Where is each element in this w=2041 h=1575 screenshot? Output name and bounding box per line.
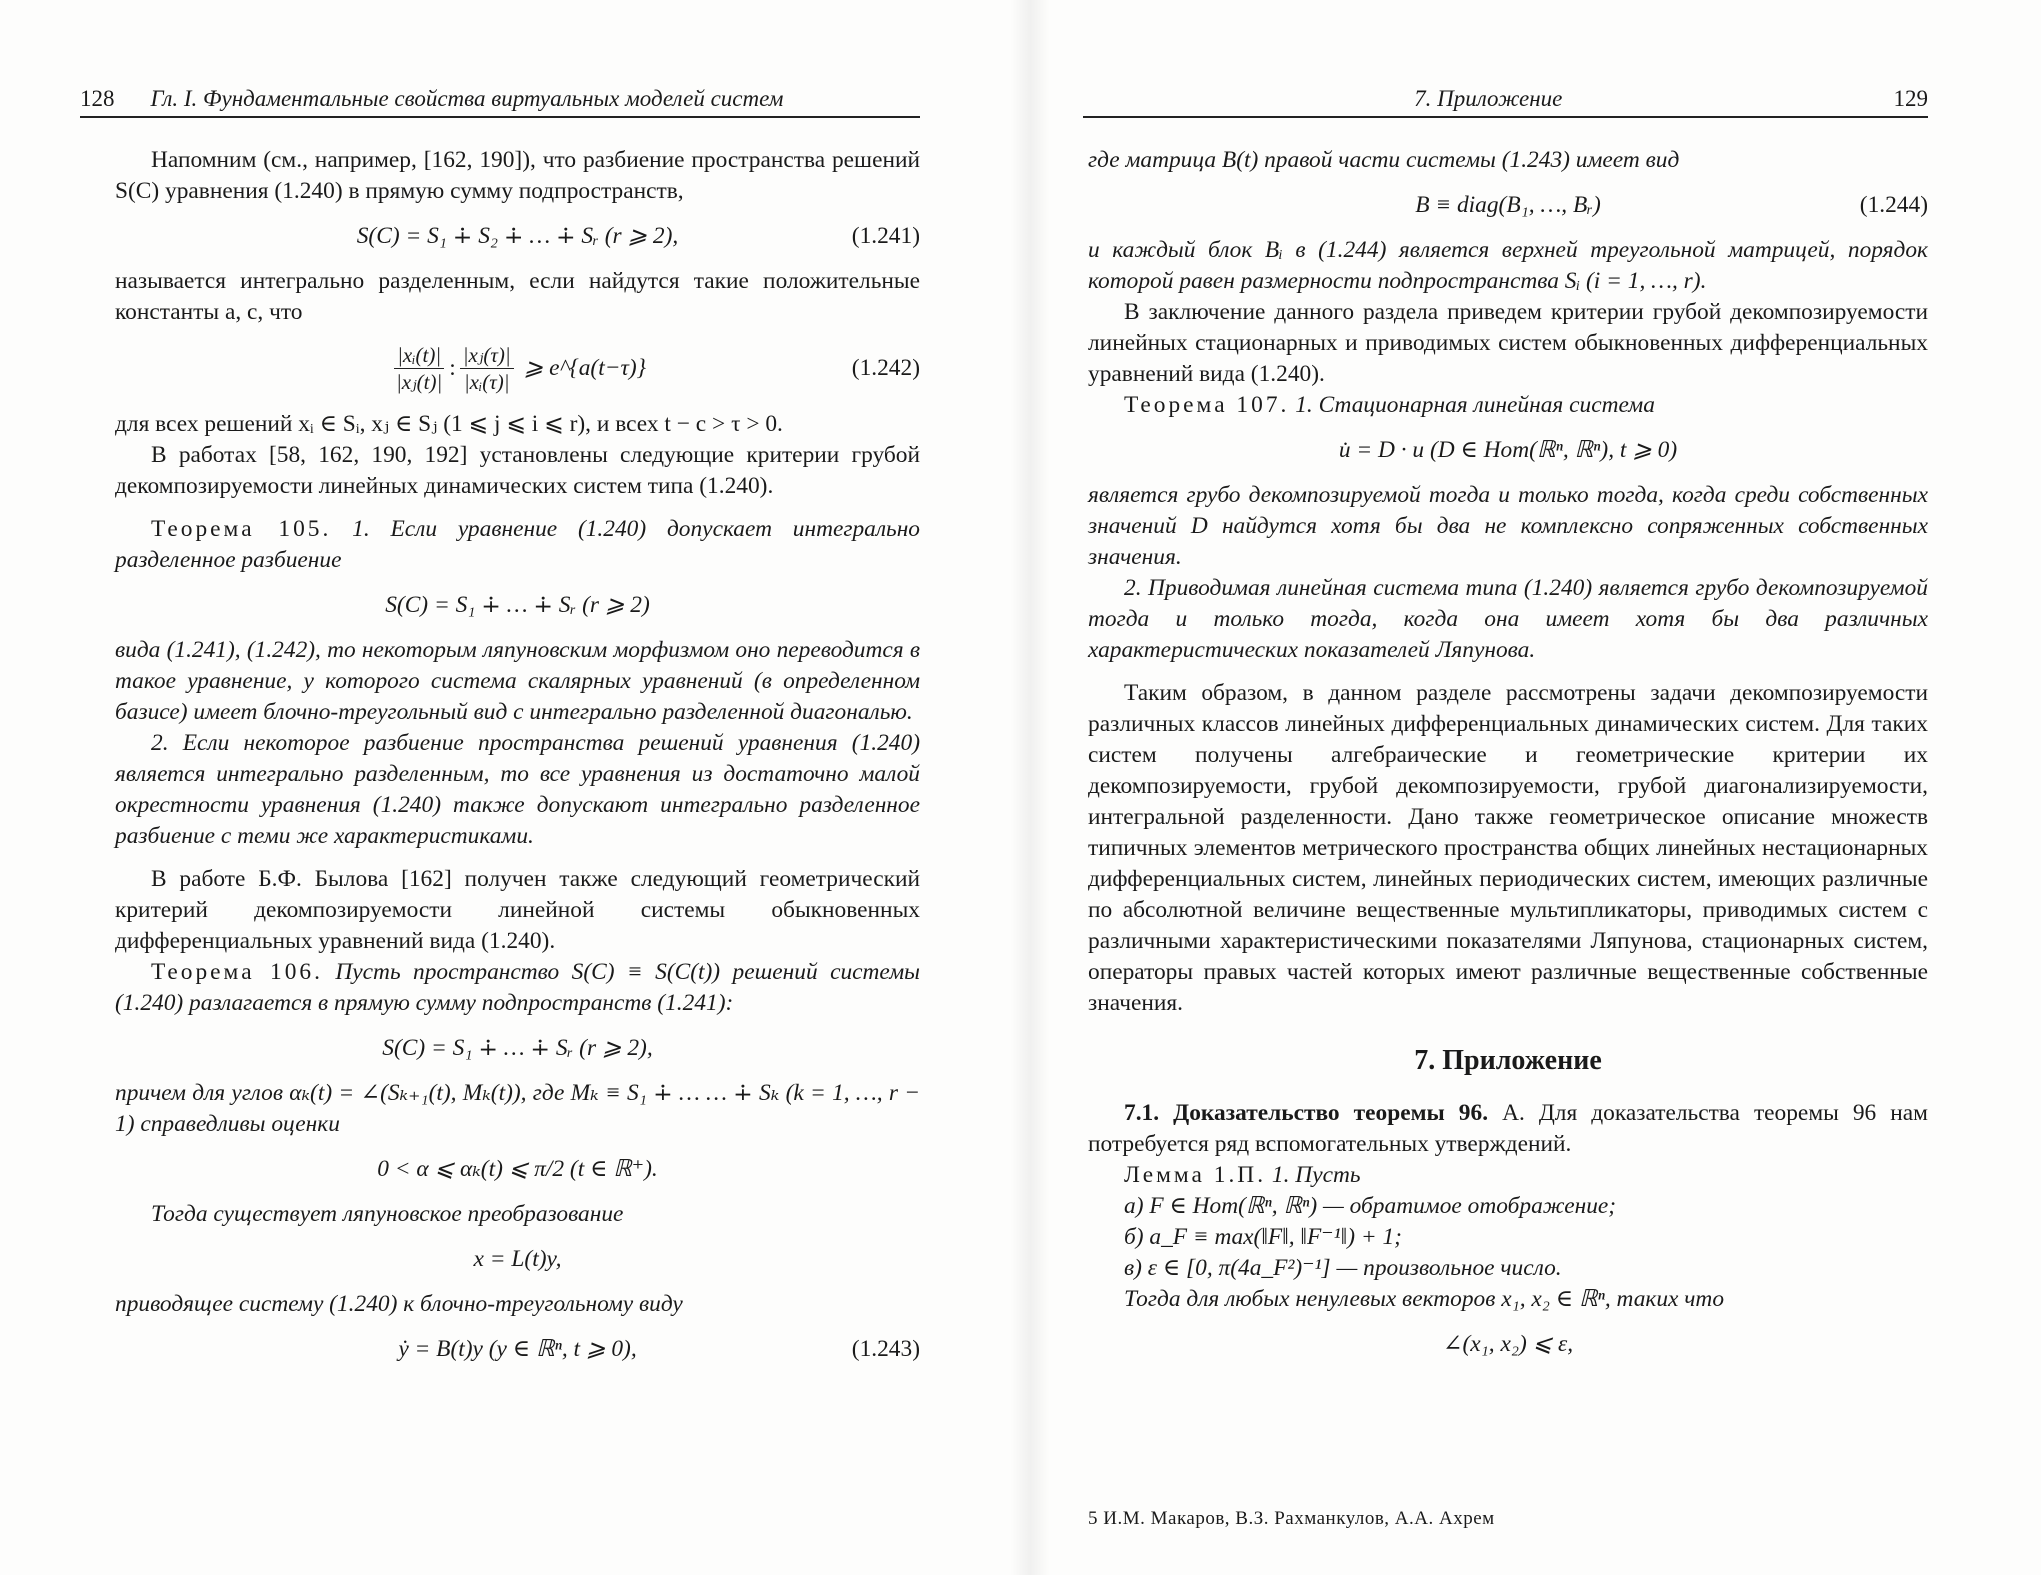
lemma-item-b: б) a_F ≡ max(‖F‖, ‖F⁻¹‖) + 1; [1124, 1224, 1402, 1250]
paragraph: для всех решений xᵢ ∈ Sᵢ, xⱼ ∈ Sⱼ (1 ⩽ j ⩽ i ⩽ r), и всех t − c > τ > 0. [115, 411, 783, 437]
fraction-numerator: |xᵢ(t)| [394, 342, 444, 369]
theorem-text: где матрица B(t) правой части системы (1.243) имеет вид [1088, 147, 1680, 173]
paragraph: В заключение данного раздела приведем критерии грубой декомпозируемости линейных стационарных и приводимых систем обыкновенных дифференциальных уравнений вида (1.240). [1088, 299, 1928, 387]
equation-number: (1.244) [1859, 192, 1928, 218]
right-running-head: 7. Приложение [1414, 86, 1563, 111]
fraction-denominator: |xⱼ(t)| [395, 370, 443, 394]
equation [1088, 1329, 1928, 1360]
equation-1-242 [115, 342, 920, 395]
equation [115, 590, 920, 621]
left-running-head: Гл. I. Фундаментальные свойства виртуальных моделей систем [150, 86, 784, 111]
lemma-intro: 1. Пусть [1271, 1162, 1361, 1188]
colon-operator: : [449, 355, 456, 381]
lemma-label: Лемма 1.П. [1124, 1162, 1267, 1188]
theorem-text: Пусть пространство S(C) ≡ S(C(t)) решений системы (1.240) разлагается в прямую сумму подпространств (1.241): [115, 959, 920, 1016]
equation-text: B ≡ diag(B₁, …, Bᵣ) [1415, 192, 1601, 218]
theorem-text: вида (1.241), (1.242), то некоторым ляпуновским морфизмом оно переводится в такое уравнение, у которого система скалярных уравнений (в определенном базисе) имеет блочно-треугольный вид с интегрально разделенной диагональю. [115, 637, 920, 725]
fraction [393, 342, 445, 395]
theorem-text: причем для углов αₖ(t) = ∠(Sₖ₊₁(t), Mₖ(t)), где Mₖ ≡ S₁ ∔ … … ∔ Sₖ (k = 1, …, r − 1) справедливы оценки [115, 1080, 920, 1137]
equation-number: (1.243) [851, 1336, 920, 1362]
left-page [0, 0, 1020, 1575]
paragraph: Таким образом, в данном разделе рассмотрены задачи декомпозируемости различных классов линейных дифференциальных динамических систем. Для таких систем получены алгебраические и геометрические критерии их декомпозируемости, грубой декомпозируемости, грубой диагонализируемости, интегральной разделенности. Дано также геометрическое описание множеств типичных элементов метрического пространства общих линейных нестационарных дифференциальных систем, линейных периодических систем, имеющих различные по абсолютной величине вещественные мультипликаторы, приводимых систем с различными характеристическими показателями Ляпунова, стационарных систем, операторы правых частей которых имеют различные вещественные собственные значения. [1088, 680, 1928, 1016]
paragraph: Напомним (см., например, [162, 190]), что разбиение пространства решений S(C) уравнения (1.240) в прямую сумму подпространств, [115, 147, 920, 204]
right-page [1020, 0, 2041, 1575]
right-page-number: 129 [1893, 86, 1928, 111]
equation-text: u̇ = D · u (D ∈ Hom(ℝⁿ, ℝⁿ), t ⩾ 0) [1338, 437, 1678, 463]
equation-text: ∠(x₁, x₂) ⩽ ε, [1442, 1331, 1574, 1357]
equation [115, 1033, 920, 1064]
page-footer: 5 И.М. Макаров, В.З. Рахманкулов, А.А. Ахрем [1088, 1508, 1495, 1529]
theorem-107 [1088, 390, 1928, 421]
lemma-block [1088, 1160, 1928, 1360]
equation-number: (1.241) [851, 223, 920, 249]
lemma-item-a: а) F ∈ Hom(ℝⁿ, ℝⁿ) — обратимое отображение; [1124, 1193, 1617, 1219]
left-page-number: 128 [80, 86, 115, 111]
theorem-text: и каждый блок Bᵢ в (1.244) является верхней треугольной матрицей, порядок которой равен размерности подпространства Sᵢ (i = 1, …, r). [1088, 237, 1928, 294]
equation-rhs: ⩾ e^{a(t−τ)} [523, 355, 646, 381]
theorem-text: 1. Стационарная линейная система [1295, 392, 1655, 418]
theorem-label: Теорема 107. [1124, 392, 1290, 418]
equation-text: x = L(t)y, [473, 1246, 562, 1272]
equation [115, 1154, 920, 1185]
right-page-body [1088, 145, 1928, 1374]
equation [1088, 435, 1928, 466]
fraction-numerator: |xⱼ(τ)| [460, 342, 514, 369]
lemma-heading [1088, 1160, 1928, 1191]
equation-1-244 [1088, 190, 1928, 221]
paragraph: В работах [58, 162, 190, 192] установлены следующие критерии грубой декомпозируемости линейных динамических систем типа (1.240). [115, 442, 920, 499]
equation-text: S(C) = S₁ ∔ … ∔ Sᵣ (r ⩾ 2), [382, 1035, 653, 1061]
paragraph: В работе Б.Ф. Былова [162] получен также следующий геометрический критерий декомпозируемости линейной системы обыкновенных дифференциальных уравнений вида (1.240). [115, 866, 920, 954]
theorem-105 [115, 514, 920, 576]
theorem-text: Тогда существует ляпуновское преобразование [151, 1201, 624, 1227]
right-running-header [1083, 78, 1928, 118]
equation [115, 1244, 920, 1275]
fraction [460, 342, 514, 395]
theorem-text: 2. Если некоторое разбиение пространства решений уравнения (1.240) является интегрально разделенным, то все уравнения из достаточно малой окрестности уравнения (1.240) также допускают интегрально разделенное разбиение с теми же характеристиками. [115, 730, 920, 849]
equation-1-243 [115, 1334, 920, 1365]
theorem-text: 1. Если уравнение (1.240) допускает интегрально разделенное разбиение [115, 516, 921, 573]
subsection-text: А. Для доказательства теоремы 96 нам потребуется ряд вспомогательных утверждений. [1088, 1100, 1928, 1157]
subsection-7-1 [1088, 1098, 1928, 1160]
lemma-then: Тогда для любых ненулевых векторов x₁, x₂ ∈ ℝⁿ, таких что [1124, 1286, 1725, 1312]
theorem-label: Теорема 106. [151, 959, 323, 985]
section-heading: 7. Приложение [1414, 1045, 1602, 1076]
fraction-denominator: |xᵢ(τ)| [463, 370, 510, 394]
paragraph: называется интегрально разделенным, если найдутся такие положительные константы a, c, что [115, 268, 920, 325]
equation-text: 0 < α ⩽ αₖ(t) ⩽ π/2 (t ∈ ℝ⁺). [377, 1156, 658, 1182]
equation-text: S(C) = S₁ ∔ … ∔ Sᵣ (r ⩾ 2) [385, 592, 650, 618]
equation-text: S(C) = S₁ ∔ S₂ ∔ … ∔ Sᵣ (r ⩾ 2), [356, 223, 679, 249]
theorem-label: Теорема 105. [151, 516, 332, 542]
left-page-body [115, 145, 920, 1379]
equation-text: ẏ = B(t)y (y ∈ ℝⁿ, t ⩾ 0), [398, 1336, 637, 1362]
subsection-label: 7.1. Доказательство теоремы 96. [1124, 1100, 1489, 1126]
left-running-header [80, 78, 920, 118]
lemma-item-c: в) ε ∈ [0, π(4a_F²)⁻¹] — произвольное число. [1124, 1255, 1562, 1281]
equation-1-241 [115, 221, 920, 252]
equation-number: (1.242) [851, 355, 920, 381]
theorem-text: приводящее систему (1.240) к блочно-треугольному виду [115, 1291, 683, 1317]
theorem-106 [115, 957, 920, 1019]
theorem-text: является грубо декомпозируемой тогда и только тогда, когда среди собственных значений D найдутся хотя бы два не комплексно сопряженных собственных значения. [1088, 482, 1928, 570]
theorem-text: 2. Приводимая линейная система типа (1.240) является грубо декомпозируемой тогда и только тогда, когда она имеет хотя бы два различных характеристических показателей Ляпунова. [1088, 575, 1928, 663]
